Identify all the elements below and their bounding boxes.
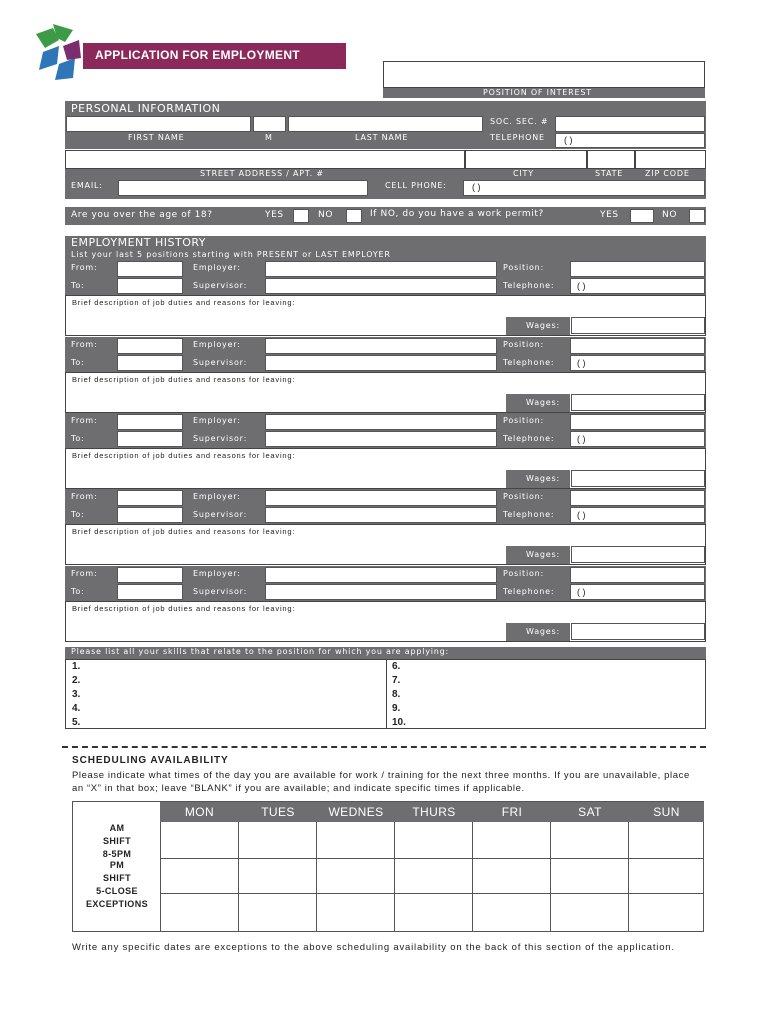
telephone-paren: ( ): [577, 358, 586, 368]
employer-block-3: [65, 413, 706, 489]
permit-question: If NO, do you have a work permit?: [370, 209, 544, 219]
wages-input[interactable]: [571, 623, 705, 640]
to-input[interactable]: [117, 355, 183, 371]
wages-input[interactable]: [571, 546, 705, 563]
position-input[interactable]: [383, 61, 705, 88]
age-no-checkbox[interactable]: [346, 209, 362, 223]
cell-phone-paren: ( ): [472, 182, 481, 192]
middle-label: M: [265, 133, 273, 142]
employer-block-1: [65, 260, 706, 335]
employer-label: Employer:: [193, 340, 241, 349]
supervisor-input[interactable]: [265, 507, 497, 523]
position-input[interactable]: [570, 567, 705, 583]
supervisor-label: Supervisor:: [193, 358, 248, 367]
schedule-cell[interactable]: [473, 859, 551, 894]
day-header-wednes: WEDNES: [328, 805, 384, 819]
skill-number-right: 8.: [392, 689, 401, 700]
employment-history-header: [65, 236, 706, 260]
zip-label: ZIP CODE: [645, 169, 690, 178]
telephone-paren: ( ): [564, 135, 573, 145]
position-label: Position:: [503, 569, 545, 578]
to-label: To:: [71, 434, 85, 443]
wages-label: Wages:: [526, 550, 560, 559]
brief-description-label: Brief description of job duties and reasons for leaving:: [72, 298, 296, 307]
schedule-cell[interactable]: [395, 822, 473, 859]
wages-label-bar: [506, 317, 570, 335]
street-address-input[interactable]: [65, 150, 465, 169]
brief-description-label: Brief description of job duties and reasons for leaving:: [72, 451, 296, 460]
from-input[interactable]: [117, 338, 183, 354]
duties-textarea[interactable]: [65, 448, 706, 489]
employer-label: Employer:: [193, 263, 241, 272]
employer-input[interactable]: [265, 490, 497, 506]
email-input[interactable]: [118, 180, 368, 196]
position-label: POSITION OF INTEREST: [483, 88, 592, 97]
telephone-paren: ( ): [577, 281, 586, 291]
street-label: STREET ADDRESS / APT. #: [200, 169, 324, 178]
position-input[interactable]: [570, 261, 705, 277]
dashed-divider: [62, 746, 706, 748]
state-label: STATE: [595, 169, 624, 178]
position-input[interactable]: [570, 490, 705, 506]
to-label: To:: [71, 587, 85, 596]
wages-label: Wages:: [526, 627, 560, 636]
wages-label: Wages:: [526, 398, 560, 407]
day-header-mon: MON: [184, 805, 215, 819]
age-no-label: NO: [318, 210, 334, 220]
schedule-cell[interactable]: [239, 822, 317, 859]
skill-number-right: 9.: [392, 703, 401, 714]
last-name-input[interactable]: [288, 116, 483, 132]
duties-textarea[interactable]: [65, 601, 706, 642]
cell-phone-input[interactable]: [463, 180, 705, 196]
employer-block-4: [65, 489, 706, 565]
wages-label-bar: [506, 546, 570, 564]
from-label: From:: [71, 569, 98, 578]
supervisor-label: Supervisor:: [193, 587, 248, 596]
to-input[interactable]: [117, 278, 183, 294]
day-header-thurs: THURS: [412, 805, 456, 819]
skill-number-left: 4.: [72, 703, 81, 714]
age-yes-checkbox[interactable]: [293, 209, 309, 223]
schedule-cell[interactable]: [395, 894, 473, 932]
brief-description-label: Brief description of job duties and reasons for leaving:: [72, 604, 296, 613]
to-input[interactable]: [117, 431, 183, 447]
last-name-label: LAST NAME: [355, 133, 409, 142]
wages-label: Wages:: [526, 321, 560, 330]
first-name-label: FIRST NAME: [128, 133, 185, 142]
from-label: From:: [71, 492, 98, 501]
position-label-bar: [383, 88, 705, 98]
schedule-cell[interactable]: [551, 859, 629, 894]
schedule-cell[interactable]: [629, 859, 704, 894]
schedule-footer-note: Write any specific dates are exceptions to the above scheduling availability on the back of this section of the application.: [72, 942, 675, 953]
skills-heading: Please list all your skills that relate to the position for which you are applying:: [71, 647, 450, 656]
wages-input[interactable]: [571, 470, 705, 487]
schedule-row-label: EXCEPTIONS: [85, 899, 148, 909]
duties-textarea[interactable]: [65, 524, 706, 565]
employer-input[interactable]: [265, 338, 497, 354]
first-name-input[interactable]: [66, 116, 251, 132]
schedule-cell[interactable]: [473, 822, 551, 859]
schedule-cell[interactable]: [629, 822, 704, 859]
position-label: Position:: [503, 416, 545, 425]
to-label: To:: [71, 358, 85, 367]
skills-header: [65, 647, 706, 659]
permit-yes-label: YES: [600, 210, 619, 220]
schedule-cell[interactable]: [160, 894, 239, 932]
wages-label-bar: [506, 394, 570, 412]
telephone-label: TELEPHONE: [490, 133, 545, 142]
page-title: APPLICATION FOR EMPLOYMENT: [95, 48, 300, 62]
day-header-fri: FRI: [501, 805, 523, 819]
telephone-paren: ( ): [577, 587, 586, 597]
skill-number-right: 6.: [392, 661, 401, 672]
position-label: Position:: [503, 340, 545, 349]
schedule-row-label: AM SHIFT 8-5PM: [102, 823, 132, 859]
supervisor-input[interactable]: [265, 278, 497, 294]
skill-number-right: 7.: [392, 675, 401, 686]
wages-label-bar: [506, 470, 570, 488]
from-label: From:: [71, 263, 98, 272]
telephone-label: Telephone:: [503, 434, 555, 443]
skill-number-left: 1.: [72, 661, 81, 672]
wages-input[interactable]: [571, 394, 705, 411]
city-label: CITY: [513, 169, 534, 178]
cell-phone-label: CELL PHONE:: [385, 181, 447, 190]
wages-label-bar: [506, 623, 570, 641]
schedule-instructions: Please indicate what times of the day you are available for work / training for the next three months. If you are unavailable, place an “X” in that box; leave “BLANK” if you are available; and indicate specific times if applicable.: [72, 770, 690, 794]
position-input[interactable]: [570, 338, 705, 354]
employer-block-5: [65, 566, 706, 642]
duties-textarea[interactable]: [65, 295, 706, 336]
employment-history-subtitle: List your last 5 positions starting with PRESENT or LAST EMPLOYER: [71, 250, 391, 259]
skills-box: [65, 659, 706, 729]
schedule-cell[interactable]: [317, 859, 395, 894]
from-input[interactable]: [117, 414, 183, 430]
to-label: To:: [71, 510, 85, 519]
skills-divider: [386, 660, 387, 728]
ssn-input[interactable]: [555, 116, 705, 132]
telephone-input[interactable]: [570, 431, 705, 447]
supervisor-input[interactable]: [265, 355, 497, 371]
telephone-input[interactable]: [555, 133, 705, 148]
state-input[interactable]: [587, 150, 635, 169]
brief-description-label: Brief description of job duties and reasons for leaving:: [72, 375, 296, 384]
age-yes-label: YES: [265, 210, 284, 220]
to-label: To:: [71, 281, 85, 290]
employer-input[interactable]: [265, 261, 497, 277]
telephone-input[interactable]: [570, 584, 705, 600]
schedule-cell[interactable]: [160, 859, 239, 894]
supervisor-label: Supervisor:: [193, 281, 248, 290]
wages-input[interactable]: [571, 317, 705, 334]
schedule-title: SCHEDULING AVAILABILITY: [72, 755, 229, 766]
schedule-cell[interactable]: [160, 822, 239, 859]
schedule-cell[interactable]: [629, 894, 704, 932]
schedule-cell[interactable]: [395, 859, 473, 894]
duties-textarea[interactable]: [65, 372, 706, 413]
title-banner: [83, 43, 346, 69]
skill-number-left: 5.: [72, 717, 81, 728]
to-input[interactable]: [117, 584, 183, 600]
employer-label: Employer:: [193, 492, 241, 501]
telephone-input[interactable]: [570, 355, 705, 371]
permit-no-checkbox[interactable]: [689, 209, 705, 223]
wages-label: Wages:: [526, 474, 560, 483]
skill-number-left: 3.: [72, 689, 81, 700]
from-input[interactable]: [117, 567, 183, 583]
city-input[interactable]: [465, 150, 587, 169]
schedule-cell[interactable]: [473, 894, 551, 932]
from-input[interactable]: [117, 261, 183, 277]
skill-number-right: 10.: [392, 717, 406, 728]
telephone-label: Telephone:: [503, 281, 555, 290]
telephone-paren: ( ): [577, 510, 586, 520]
employer-label: Employer:: [193, 569, 241, 578]
telephone-input[interactable]: [570, 278, 705, 294]
day-header-sat: SAT: [578, 805, 602, 819]
brief-description-label: Brief description of job duties and reasons for leaving:: [72, 527, 296, 536]
personal-info-title: PERSONAL INFORMATION: [71, 102, 221, 115]
to-input[interactable]: [117, 507, 183, 523]
schedule-cell[interactable]: [317, 894, 395, 932]
day-header-tues: TUES: [261, 805, 295, 819]
from-input[interactable]: [117, 490, 183, 506]
supervisor-label: Supervisor:: [193, 434, 248, 443]
employment-history-title: EMPLOYMENT HISTORY: [71, 236, 207, 249]
employer-input[interactable]: [265, 414, 497, 430]
telephone-paren: ( ): [577, 434, 586, 444]
zip-input[interactable]: [635, 150, 706, 169]
permit-no-label: NO: [662, 210, 678, 220]
skill-number-left: 2.: [72, 675, 81, 686]
supervisor-input[interactable]: [265, 431, 497, 447]
telephone-label: Telephone:: [503, 510, 555, 519]
age-question-bar: [65, 207, 706, 225]
company-logo: [33, 24, 83, 82]
schedule-row-label: PM SHIFT 5-CLOSE: [96, 860, 138, 896]
email-label: EMAIL:: [71, 181, 103, 190]
schedule-cell[interactable]: [551, 894, 629, 932]
employer-block-2: [65, 337, 706, 413]
permit-yes-checkbox[interactable]: [630, 209, 654, 223]
schedule-cell[interactable]: [317, 822, 395, 859]
from-label: From:: [71, 416, 98, 425]
employer-label: Employer:: [193, 416, 241, 425]
employer-input[interactable]: [265, 567, 497, 583]
soc-sec-label: SOC. SEC. #: [490, 117, 549, 126]
age-question: Are you over the age of 18?: [71, 210, 213, 220]
from-label: From:: [71, 340, 98, 349]
position-label: Position:: [503, 492, 545, 501]
schedule-table: [72, 801, 704, 932]
middle-initial-input[interactable]: [253, 116, 286, 132]
day-header-sun: SUN: [653, 805, 680, 819]
schedule-cell[interactable]: [239, 859, 317, 894]
schedule-cell[interactable]: [239, 894, 317, 932]
supervisor-label: Supervisor:: [193, 510, 248, 519]
telephone-input[interactable]: [570, 507, 705, 523]
schedule-cell[interactable]: [551, 822, 629, 859]
position-input[interactable]: [570, 414, 705, 430]
telephone-label: Telephone:: [503, 358, 555, 367]
telephone-label: Telephone:: [503, 587, 555, 596]
position-label: Position:: [503, 263, 545, 272]
supervisor-input[interactable]: [265, 584, 497, 600]
